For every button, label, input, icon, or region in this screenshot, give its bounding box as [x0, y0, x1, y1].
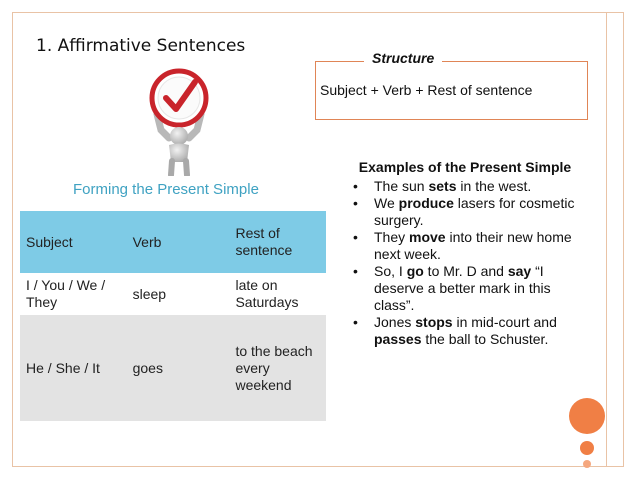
example-item — [347, 314, 587, 348]
example-verb: go — [406, 263, 424, 279]
structure-label: Structure — [364, 50, 442, 66]
table-cell: late on Saturdays — [229, 273, 326, 315]
example-item — [347, 229, 587, 263]
example-text: “I deserve a better mark in this class”. — [374, 263, 551, 313]
examples-list — [347, 178, 587, 348]
example-verb: move — [409, 229, 446, 245]
slide-heading: 1. Affirmative Sentences — [36, 36, 246, 56]
table-cell: sleep — [120, 273, 230, 315]
example-text: into their new home next week. — [374, 229, 572, 262]
bullet-icon: • — [353, 263, 358, 279]
example-text: in mid-court and — [452, 314, 557, 330]
table-cell: He / She / It — [20, 315, 120, 421]
table-cell: goes — [120, 315, 230, 421]
checkmark-person-icon — [139, 68, 219, 176]
structure-formula: Subject + Verb + Rest of sentence — [320, 82, 533, 98]
example-text: They — [374, 229, 410, 245]
decorative-dot-large — [569, 398, 605, 434]
example-item — [347, 195, 587, 229]
table-row — [20, 315, 326, 421]
table-caption: Forming the Present Simple — [73, 181, 259, 198]
table-cell: to the beach every weekend — [229, 315, 326, 421]
example-text: to Mr. D and — [423, 263, 508, 279]
example-item — [347, 178, 587, 195]
decorative-dot-medium — [580, 441, 594, 455]
example-text: So, I — [374, 263, 407, 279]
example-text: We — [374, 195, 399, 211]
bullet-icon: • — [353, 314, 358, 330]
bullet-icon: • — [353, 178, 358, 194]
header-cell: Verb — [120, 211, 230, 273]
examples-title: Examples of the Present Simple — [358, 159, 572, 175]
example-text: lasers for cosmetic surgery. — [374, 195, 575, 228]
slide-edge-rule — [606, 12, 607, 467]
example-verb: sets — [428, 178, 457, 194]
example-text: Jones — [374, 314, 416, 330]
bullet-icon: • — [353, 195, 358, 211]
example-item — [347, 263, 587, 314]
example-text: The sun — [374, 178, 429, 194]
decorative-dot-small — [583, 460, 591, 468]
example-verb: produce — [398, 195, 454, 211]
bullet-icon: • — [353, 229, 358, 245]
header-cell: Subject — [20, 211, 120, 273]
example-text: in the west. — [456, 178, 532, 194]
example-text: the ball to Schuster. — [421, 331, 549, 347]
header-cell: Rest of sentence — [229, 211, 326, 273]
examples-panel — [347, 159, 587, 348]
conjugation-table — [20, 211, 326, 421]
example-verb: say — [507, 263, 532, 279]
table-cell: I / You / We / They — [20, 273, 120, 315]
table-row — [20, 273, 326, 315]
example-verb: passes — [374, 331, 422, 347]
table-header-row — [20, 211, 326, 273]
example-verb: stops — [415, 314, 453, 330]
